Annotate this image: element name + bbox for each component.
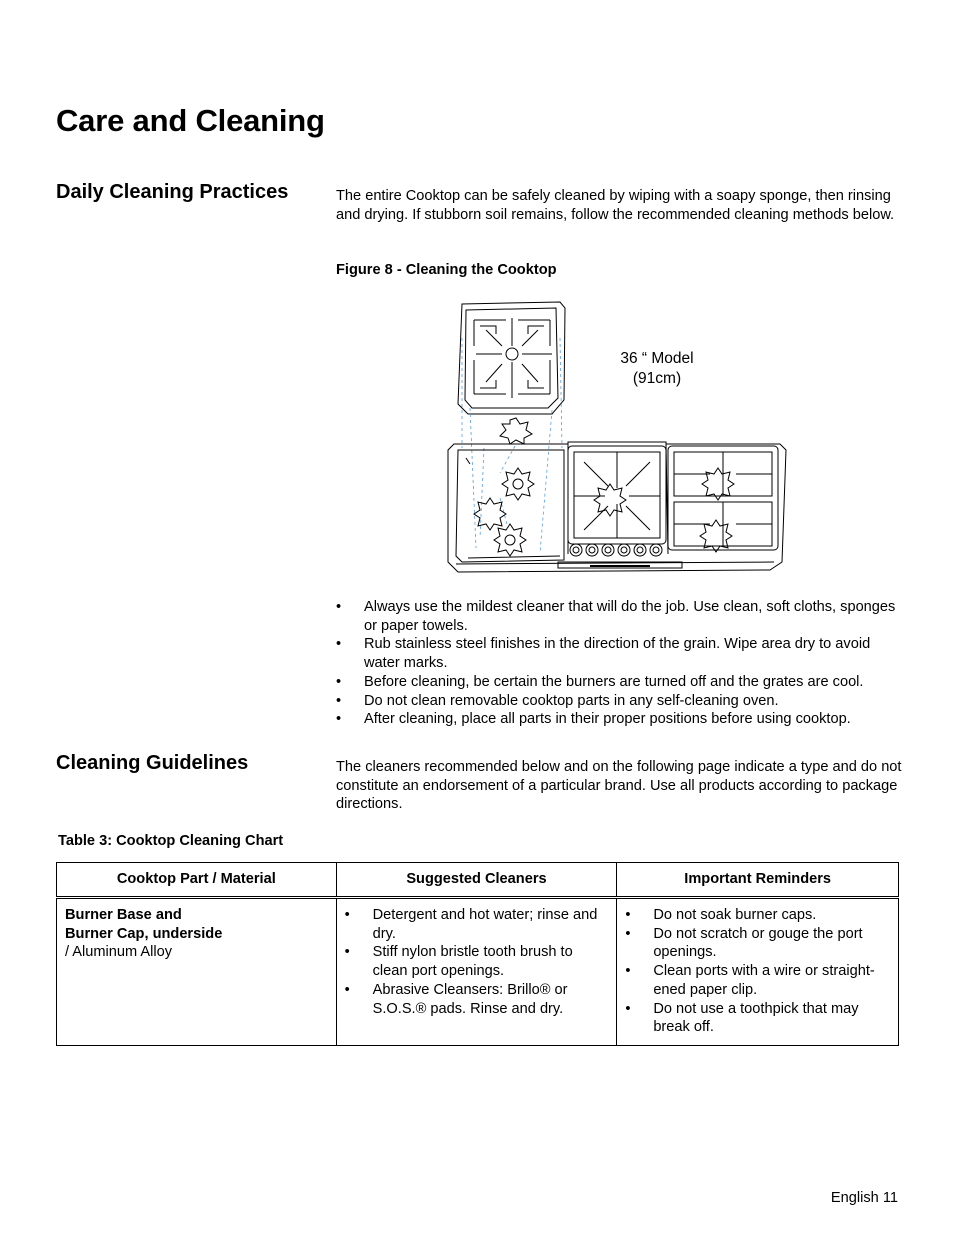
list-item: • Clean ports with a wire or straight-ened paper clip. — [625, 963, 875, 998]
part-name-line1: Burner Base and — [65, 907, 182, 923]
table-row — [57, 898, 899, 1046]
cleaning-chart-table — [56, 862, 899, 1046]
model-label-size: 36 “ Model — [620, 350, 694, 367]
figure-caption: Figure 8 - Cleaning the Cooktop — [336, 262, 557, 278]
right-grate-drawing — [668, 446, 778, 552]
column-header-cleaners: Suggested Cleaners — [336, 863, 617, 898]
part-cell — [57, 898, 337, 1046]
list-item: • Stiff nylon bristle tooth brush to clean port openings. — [344, 944, 573, 980]
list-item: • After cleaning, place all parts in their proper positions before using cooktop. — [336, 711, 851, 728]
control-knobs-drawing — [570, 544, 662, 556]
list-item: • Before cleaning, be certain the burners are turned off and the grates are cool. — [336, 673, 864, 690]
list-item: • Abrasive Cleansers: Brillo® or S.O.S.® pads. Rinse and dry. — [344, 981, 568, 1017]
list-item: • Do not scratch or gouge the port openings. — [625, 925, 863, 961]
cooktop-illustration — [440, 298, 790, 580]
daily-intro-text: The entire Cooktop can be safely cleaned by wiping with a soapy sponge, then rinsing and drying. If stubborn soil remains, follow the recommended cleaning methods below. — [336, 188, 895, 223]
cleaners-cell — [336, 898, 617, 1046]
lifted-grate-drawing — [458, 302, 565, 414]
daily-cleaning-heading: Daily Cleaning Practices — [56, 181, 289, 203]
daily-bullets — [336, 598, 906, 729]
center-grate-drawing — [568, 446, 666, 544]
list-item: • Do not use a toothpick that may break off. — [625, 1000, 859, 1036]
list-item: • Detergent and hot water; rinse and dry. — [344, 907, 598, 942]
column-header-part: Cooktop Part / Material — [57, 863, 337, 898]
cleaning-guidelines-heading: Cleaning Guidelines — [56, 752, 249, 774]
page-footer: English 11 — [830, 1190, 898, 1206]
column-header-reminders: Important Reminders — [617, 863, 899, 898]
list-item: • Always use the mildest cleaner that will do the job. Use clean, soft cloths, sponges or paper towels. — [336, 599, 896, 634]
table-header-row — [57, 863, 899, 898]
reminders-cell — [617, 898, 899, 1046]
model-label-metric: (91cm) — [632, 370, 682, 387]
list-item: • Do not clean removable cooktop parts in any self-cleaning oven. — [336, 692, 779, 709]
lifted-burner-cap-drawing — [500, 418, 532, 444]
list-item: • Rub stainless steel finishes in the direction of the grain. Wipe area dry to avoid water marks. — [336, 636, 871, 672]
page-title: Care and Cleaning — [56, 103, 325, 138]
table-caption: Table 3: Cooktop Cleaning Chart — [58, 833, 284, 849]
part-material: / Aluminum Alloy — [65, 944, 173, 961]
list-item: • Do not soak burner caps. — [625, 907, 817, 923]
guidelines-text: The cleaners recommended below and on the following page indicate a type and do not constitute an endorsement of a particular brand. Use all products according to package directions. — [336, 759, 902, 813]
part-name-line2: Burner Cap, underside — [65, 925, 223, 942]
